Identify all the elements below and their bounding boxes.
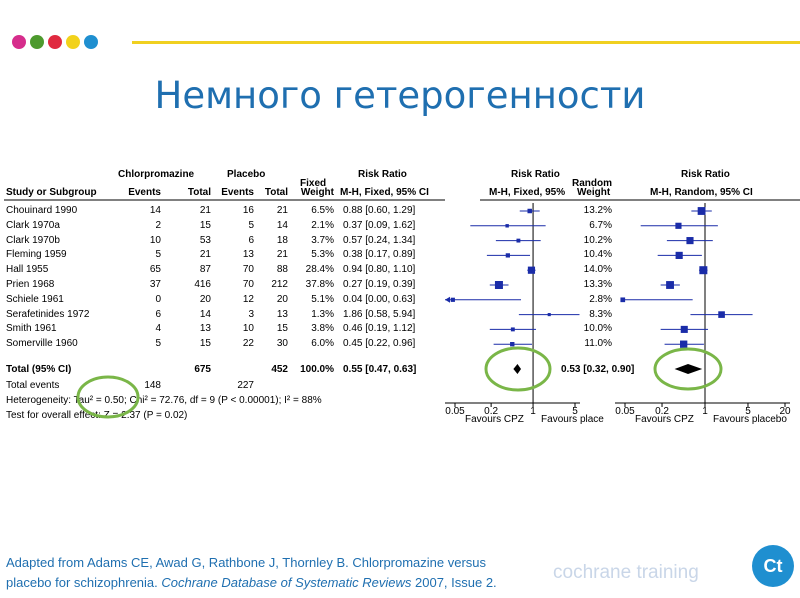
study-square	[676, 252, 683, 259]
favours-right-label: Favours place	[541, 414, 604, 425]
citation-line1: Adapted from Adams CE, Awad G, Rathbone J, Thornley B. Chlorpromazine versus	[6, 555, 487, 570]
total1: 15	[199, 219, 211, 231]
events2: 12	[242, 293, 254, 305]
study-square	[680, 341, 687, 348]
study-square	[511, 327, 515, 331]
total1: 21	[199, 205, 211, 216]
study-name: Clark 1970b	[6, 234, 60, 246]
total1: 15	[199, 338, 211, 350]
events1: 37	[149, 279, 161, 290]
tick-label: 20	[779, 406, 791, 417]
pooled-diamond	[513, 364, 521, 374]
risk-ratio-ci: 1.86 [0.58, 5.94]	[343, 308, 416, 320]
events1: 5	[155, 338, 161, 350]
study-square	[686, 237, 693, 244]
random-total-ci: 0.53 [0.32, 0.90]	[561, 364, 635, 375]
study-square	[718, 311, 725, 318]
fixed-plot-method: M-H, Fixed, 95%	[489, 187, 566, 198]
random-weight: 10.0%	[583, 323, 612, 335]
study-header: Study or Subgroup	[6, 187, 97, 198]
events2: 5	[248, 219, 254, 231]
risk-ratio-ci: 0.46 [0.19, 1.12]	[343, 323, 416, 335]
pooled-diamond	[675, 364, 703, 374]
risk-ratio-ci: 0.37 [0.09, 1.62]	[343, 219, 416, 231]
total1: 20	[199, 293, 211, 305]
ci-header: M-H, Fixed, 95% CI	[340, 187, 429, 198]
total2: 21	[276, 249, 288, 261]
favours-left-label: Favours CPZ	[635, 414, 694, 425]
total2: 18	[276, 234, 288, 246]
weight-header: Weight	[300, 187, 334, 198]
study-name: Fleming 1959	[6, 249, 67, 261]
total1-header: Total	[187, 187, 211, 198]
events1: 4	[155, 323, 161, 335]
study-square	[505, 224, 508, 227]
events1: 14	[149, 205, 161, 216]
study-square	[675, 223, 681, 229]
tick-label: 5	[572, 406, 578, 417]
random-label: Random	[572, 178, 612, 189]
events2: 10	[242, 323, 254, 335]
slide-title: Немного гетерогенности	[154, 74, 646, 117]
cochrane-logo-icon: Ct	[752, 545, 794, 587]
events1: 6	[155, 308, 161, 320]
study-square	[510, 342, 514, 346]
weight: 28.4%	[305, 264, 334, 276]
study-name: Prien 1968	[6, 279, 55, 290]
study-name: Hall 1955	[6, 264, 49, 276]
random-plot-header: Risk Ratio	[681, 169, 730, 180]
random-weight: 13.2%	[583, 205, 612, 216]
total-weight: 100.0%	[300, 364, 334, 375]
study-name: Somerville 1960	[6, 338, 78, 350]
total-label: Total (95% CI)	[6, 364, 72, 375]
group1-header: Chlorpromazine	[118, 169, 195, 180]
risk-ratio-ci: 0.57 [0.24, 1.34]	[343, 234, 416, 246]
random-weight: 2.8%	[589, 293, 612, 305]
events1: 10	[149, 234, 161, 246]
tick-label: 0.05	[615, 406, 635, 417]
study-square	[451, 298, 455, 302]
total1: 21	[199, 249, 211, 261]
study-name: Clark 1970a	[6, 219, 60, 231]
tick-label: 0.2	[655, 406, 669, 417]
random-weight: 8.3%	[589, 308, 612, 320]
events2: 70	[242, 279, 254, 290]
risk-ratio-ci: 0.27 [0.19, 0.39]	[343, 279, 416, 290]
random-weight-header: Weight	[577, 187, 611, 198]
events2: 16	[242, 205, 254, 216]
study-square	[548, 313, 551, 316]
total1: 87	[199, 264, 211, 276]
events2: 3	[248, 308, 254, 320]
group2-header: Placebo	[227, 169, 266, 180]
risk-ratio-ci: 0.38 [0.17, 0.89]	[343, 249, 416, 261]
random-weight: 13.3%	[583, 279, 612, 290]
citation-line2: placebo for schizophrenia. Cochrane Database of Systematic Reviews 2007, Issue 2.	[6, 575, 497, 590]
risk-ratio-ci: 0.45 [0.22, 0.96]	[343, 338, 416, 350]
random-weight: 10.2%	[583, 234, 612, 246]
random-plot-method: M-H, Random, 95% CI	[650, 187, 753, 198]
favours-left-label: Favours CPZ	[465, 414, 524, 425]
total2: 14	[276, 219, 288, 231]
study-square	[506, 253, 510, 257]
random-weight: 10.4%	[583, 249, 612, 261]
study-square	[528, 267, 535, 274]
study-name: Chouinard 1990	[6, 205, 78, 216]
total1: 14	[199, 308, 211, 320]
events2-header: Events	[221, 187, 254, 198]
total2: 13	[276, 308, 288, 320]
weight: 6.0%	[311, 338, 334, 350]
total2: 212	[271, 279, 288, 290]
study-square	[516, 239, 520, 243]
random-weight: 6.7%	[589, 219, 612, 231]
total2: 30	[276, 338, 288, 350]
total2: 88	[276, 264, 288, 276]
study-name: Smith 1961	[6, 323, 57, 335]
study-square	[698, 207, 706, 215]
total2: 20	[276, 293, 288, 305]
total1: 416	[194, 279, 211, 290]
weight: 5.1%	[311, 293, 334, 305]
study-square	[699, 266, 707, 274]
total1: 13	[199, 323, 211, 335]
study-square	[620, 297, 625, 302]
overall-effect-text: Test for overall effect: Z = 2.37 (P = 0.02)	[6, 410, 188, 421]
random-weight: 14.0%	[583, 264, 612, 276]
total2: 21	[276, 205, 288, 216]
tick-label: 1	[530, 406, 536, 417]
weight: 6.5%	[311, 205, 334, 216]
tick-label: 0.2	[484, 406, 499, 417]
rr-header: Risk Ratio	[358, 169, 407, 180]
events1: 2	[155, 219, 161, 231]
weight: 5.3%	[311, 249, 334, 261]
study-square	[527, 209, 531, 213]
heterogeneity-text: Heterogeneity: Tau² = 0.50; Chi² = 72.76, df = 9 (P < 0.00001); I² = 88%	[6, 395, 322, 406]
total2-header: Total	[264, 187, 288, 198]
events2: 13	[242, 249, 254, 261]
tick-label: 1	[702, 406, 708, 417]
risk-ratio-ci: 0.94 [0.80, 1.10]	[343, 264, 416, 276]
events-label: Total events	[6, 380, 60, 391]
highlight-circle	[78, 377, 138, 417]
events2-value: 227	[237, 380, 254, 391]
total-ci: 0.55 [0.47, 0.63]	[343, 364, 417, 375]
random-weight: 11.0%	[584, 338, 612, 350]
events1: 5	[155, 249, 161, 261]
weight: 37.8%	[305, 279, 334, 290]
events2: 70	[242, 264, 254, 276]
events2: 22	[242, 338, 254, 350]
study-square	[666, 281, 674, 289]
study-name: Schiele 1961	[6, 293, 64, 305]
events2: 6	[248, 234, 254, 246]
total2: 15	[276, 323, 288, 335]
risk-ratio-ci: 0.88 [0.60, 1.29]	[343, 205, 416, 216]
favours-right-label: Favours placebo	[713, 414, 787, 425]
weight: 2.1%	[311, 219, 334, 231]
total1-value: 675	[194, 364, 211, 375]
tick-label: 0.05	[445, 406, 465, 417]
events1-value: 148	[144, 380, 161, 391]
events1-header: Events	[128, 187, 161, 198]
events1: 65	[149, 264, 161, 276]
risk-ratio-ci: 0.04 [0.00, 0.63]	[343, 293, 416, 305]
fixed-plot-header: Risk Ratio	[511, 169, 560, 180]
total1: 53	[199, 234, 211, 246]
weight: 1.3%	[311, 308, 334, 320]
study-name: Serafetinides 1972	[6, 308, 90, 320]
study-square	[495, 281, 503, 289]
weight: 3.7%	[311, 234, 334, 246]
ci-arrow	[445, 297, 450, 303]
study-square	[681, 326, 688, 333]
total2-value: 452	[271, 364, 288, 375]
tick-label: 5	[745, 406, 751, 417]
brand-text: cochrane training	[553, 562, 699, 583]
citation	[6, 553, 497, 593]
fixed-label: Fixed	[300, 178, 327, 189]
events1: 0	[155, 293, 161, 305]
weight: 3.8%	[311, 323, 334, 335]
